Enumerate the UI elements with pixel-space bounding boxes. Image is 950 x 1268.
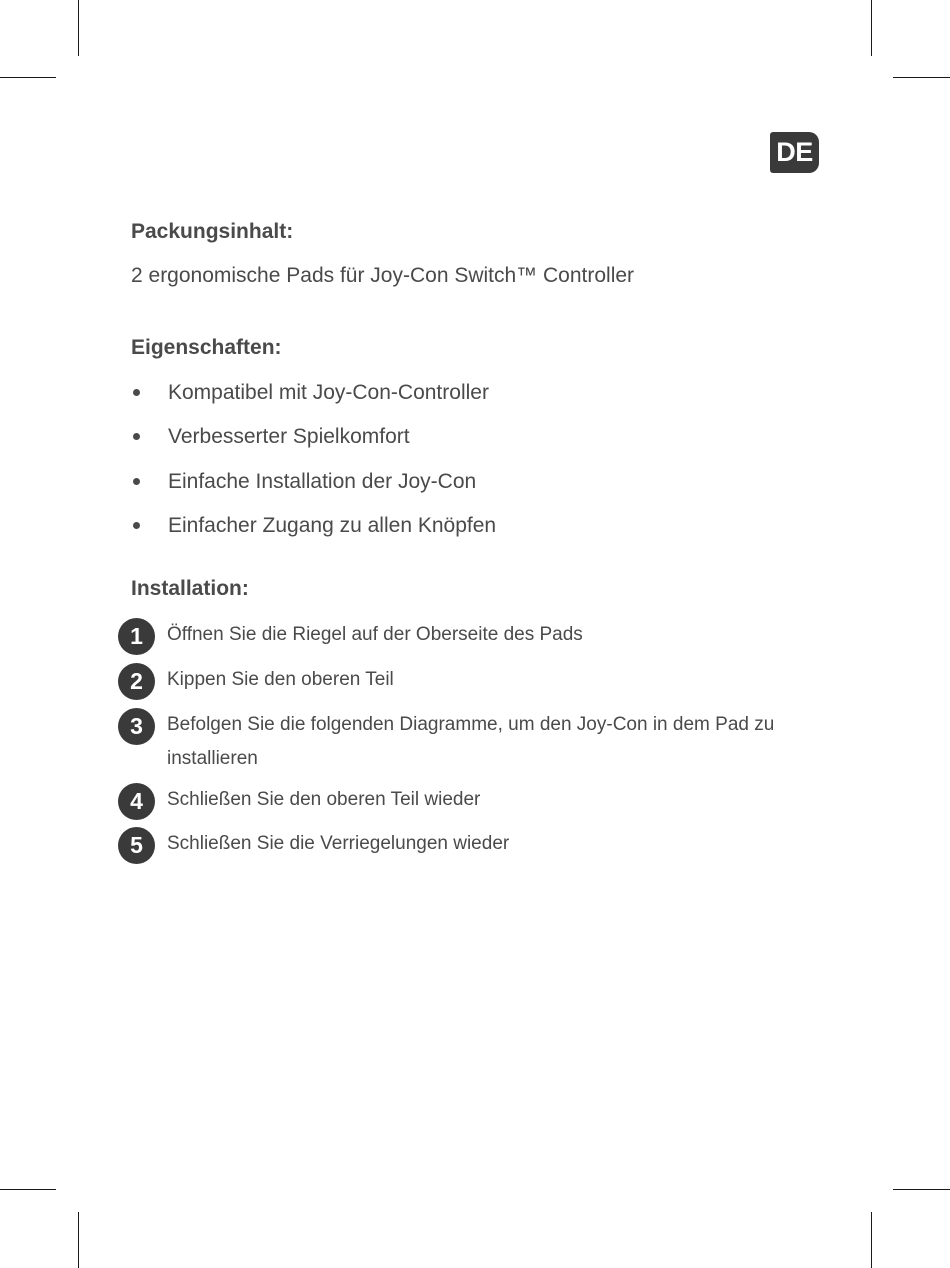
features-heading: Eigenschaften: [131,336,282,359]
crop-mark-top-left-horizontal [0,77,56,78]
step-number-icon: 5 [118,827,155,864]
step-number-icon: 1 [118,618,155,655]
contents-heading: Packungsinhalt: [131,220,294,243]
step-text: Öffnen Sie die Riegel auf der Oberseite des Pads [167,624,583,645]
feature-text: Einfacher Zugang zu allen Knöpfen [168,514,497,538]
step-number-icon: 2 [118,663,155,700]
feature-text: Verbesserter Spielkomfort [168,425,410,449]
installation-heading: Installation: [131,577,249,600]
step-text: Kippen Sie den oberen Teil [167,669,394,690]
feature-text: Kompatibel mit Joy-Con-Controller [168,381,489,404]
crop-mark-top-left-vertical [78,0,79,56]
crop-mark-top-right-vertical [871,0,872,56]
crop-mark-bottom-right-vertical [871,1212,872,1268]
step-number-icon: 3 [118,708,155,745]
step-number-icon: 4 [118,783,155,820]
crop-mark-bottom-left-horizontal [0,1189,56,1190]
step-text: Befolgen Sie die folgenden Diagramme, um den Joy-Con in dem Pad zu installieren [167,714,775,769]
bullet-icon [133,433,140,440]
crop-mark-top-right-horizontal [893,77,950,78]
contents-text: 2 ergonomische Pads für Joy-Con Switch™ Controller [131,264,635,287]
feature-text: Einfache Installation der Joy-Con [168,469,477,493]
crop-mark-bottom-left-vertical [78,1212,79,1268]
step-text: Schließen Sie die Verriegelungen wieder [167,833,510,854]
bullet-icon [133,478,140,485]
bullet-icon [133,389,140,396]
language-badge: DE [770,132,819,173]
bullet-icon [133,522,140,529]
step-text: Schließen Sie den oberen Teil wieder [167,789,481,810]
crop-mark-bottom-right-horizontal [893,1189,950,1190]
